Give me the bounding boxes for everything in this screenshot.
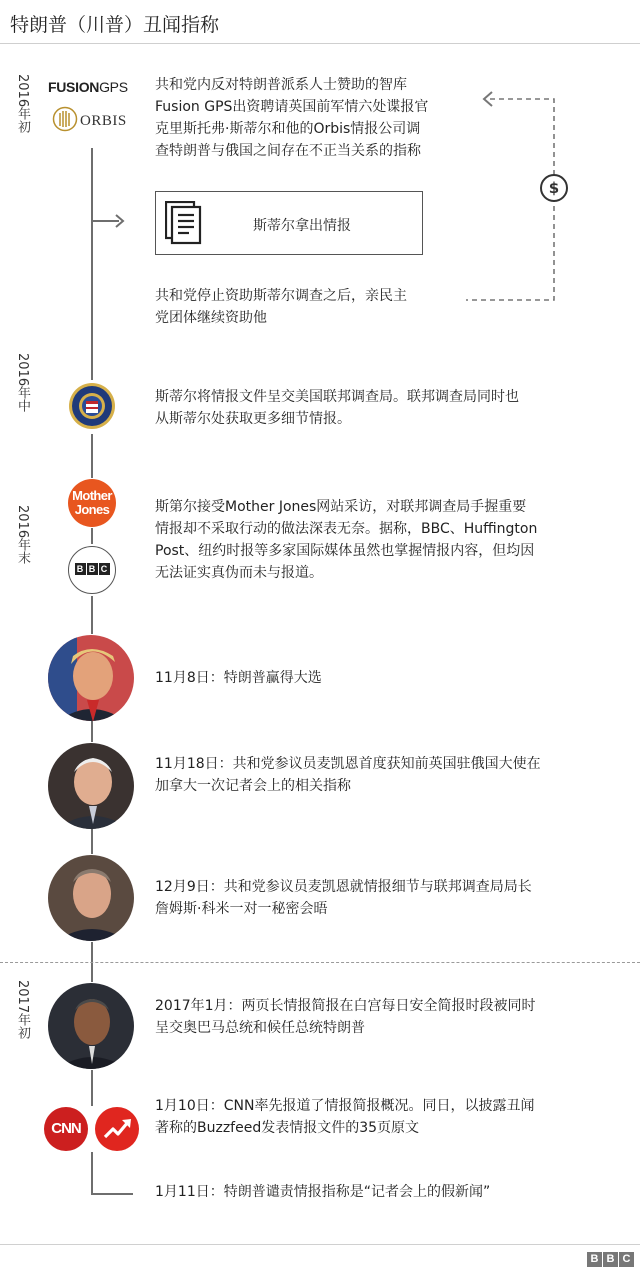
dossier-box-label: 斯蒂尔拿出情报: [253, 218, 351, 234]
fbi-seal-icon: [68, 382, 116, 430]
timeline-segment: [91, 434, 93, 478]
event-jan11-text: 1月11日：特朗普谴责情报指称是“记者会上的假新闻”: [155, 1184, 491, 1200]
date-label-mid-2016: 2016年中: [15, 353, 30, 413]
timeline-segment: [91, 148, 93, 380]
event-fbi-text: 斯蒂尔将情报文件呈交美国联邦调查局。联邦调查局同时也 从斯蒂尔处获取更多细节情报。: [155, 389, 519, 427]
document-icon: [165, 201, 205, 245]
event-jan10-text: 1月10日：CNN率先报道了情报简报概况。同日，以披露丑闻 著称的Buzzfeed发表情报文件的35页原文: [155, 1098, 535, 1136]
timeline-segment: [91, 720, 93, 742]
year-divider: [0, 962, 640, 963]
arrow-right-icon: [114, 213, 126, 229]
money-icon: $: [540, 174, 568, 202]
timeline-segment: [91, 1152, 93, 1194]
mccain-portrait-icon: [47, 742, 135, 830]
date-label-early-2016: 2016年初: [15, 74, 30, 134]
cnn-logo: CNN: [44, 1107, 88, 1151]
timeline-segment: [91, 1070, 93, 1106]
timeline-end-branch: [91, 1193, 133, 1195]
mother-jones-logo: Mother Jones: [68, 479, 116, 527]
event-democrat-funding-text: 共和党停止资助斯蒂尔调查之后，亲民主 党团体继续资助他: [155, 288, 407, 326]
date-label-late-2016: 2016年末: [15, 505, 30, 565]
page-title: 特朗普（川普）丑闻指称: [10, 14, 220, 36]
buzzfeed-trending-icon: [95, 1107, 139, 1151]
comey-portrait-icon: [47, 854, 135, 942]
event-media-text: 斯第尔接受Mother Jones网站采访，对联邦调查局手握重要 情报却不采取行动的做法深表无奈。据称，BBC、Huffington Post、纽约时报等多家国际媒体虽然也掌握情报内容，但均因 无法证实真伪而未与报道。: [155, 499, 538, 581]
bbc-logo: B B C: [68, 546, 116, 594]
bbc-footer-logo: B B C: [586, 1247, 634, 1267]
orbis-emblem-icon: [52, 106, 78, 132]
title-divider: [0, 43, 640, 44]
fusion-gps-logo: FUSIONGPS: [48, 79, 128, 95]
timeline-segment: [91, 828, 93, 854]
timeline-segment: [91, 528, 93, 544]
event-jan2017-text: 2017年1月：两页长情报简报在白宫每日安全简报时段被同时 呈交奥巴马总统和候任总统特朗普: [155, 998, 536, 1036]
trump-portrait-icon: [47, 634, 135, 722]
event-dec9-text: 12月9日：共和党参议员麦凯恩就情报细节与联邦调查局局长 詹姆斯·科米一对一秘密会晤: [155, 879, 532, 917]
date-label-early-2017: 2017年初: [15, 980, 30, 1040]
obama-portrait-icon: [47, 982, 135, 1070]
footer-divider: [0, 1244, 640, 1245]
timeline-segment: [91, 596, 93, 634]
event-nov18-text: 11月18日：共和党参议员麦凯恩首度获知前英国驻俄国大使在 加拿大一次记者会上的相关指称: [155, 756, 541, 794]
event-fusion-gps-text: 共和党内反对特朗普派系人士赞助的智库 Fusion GPS出资聘请英国前军情六处谍报官 克里斯托弗·斯蒂尔和他的Orbis情报公司调 查特朗普与俄国之间存在不正当关系的指称: [155, 77, 429, 159]
event-nov8-text: 11月8日：特朗普赢得大选: [155, 670, 322, 686]
orbis-logo: ORBIS: [80, 113, 127, 129]
